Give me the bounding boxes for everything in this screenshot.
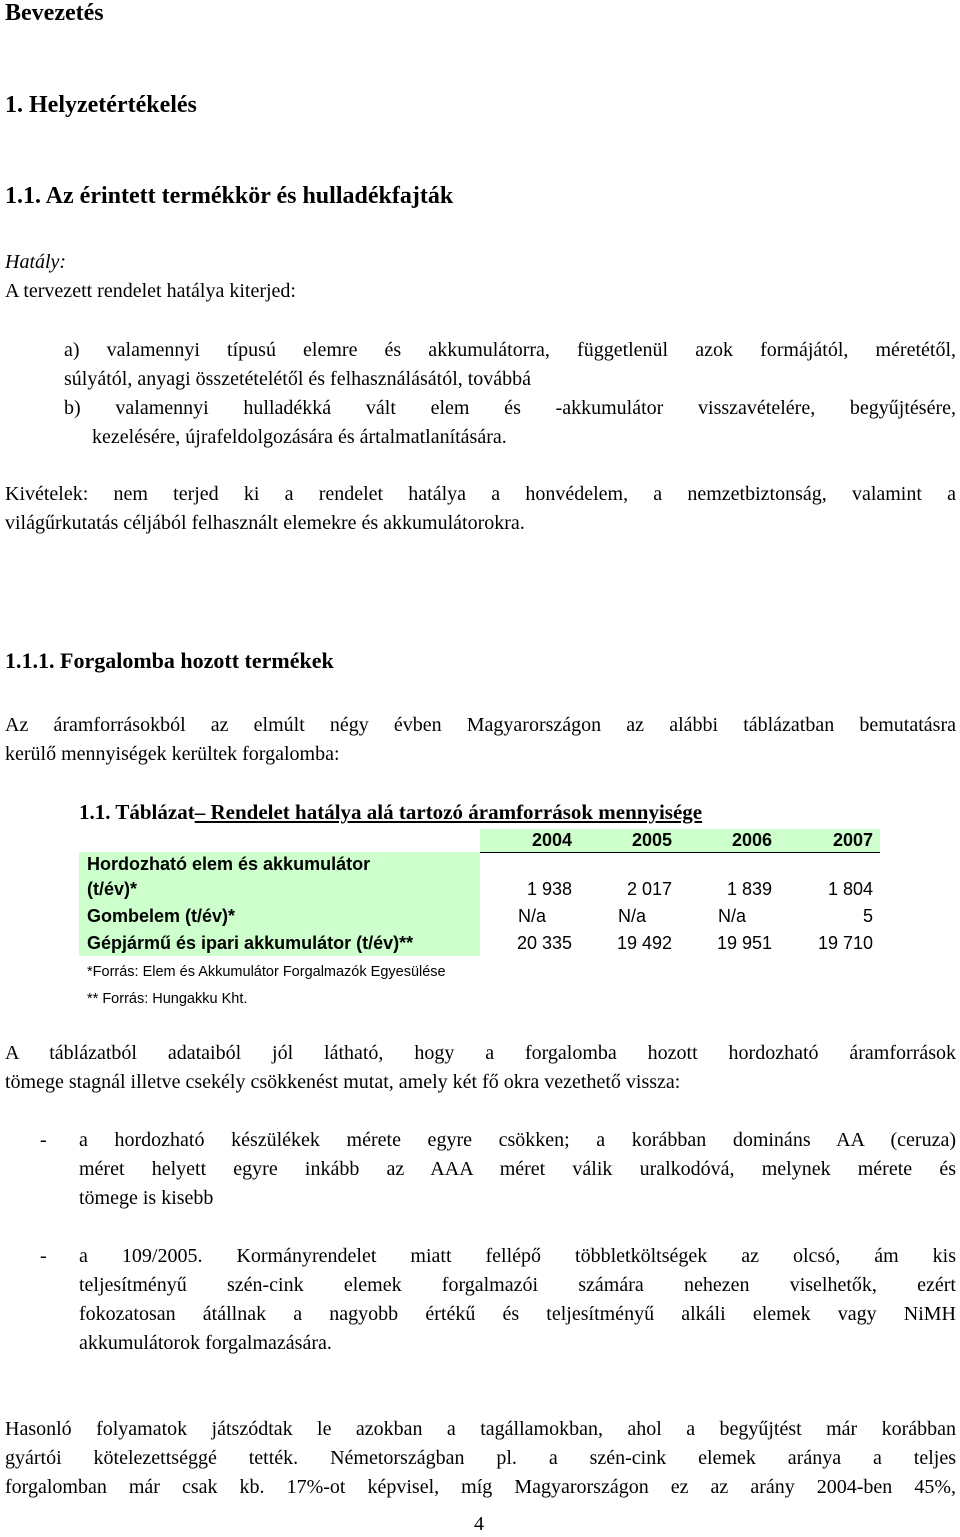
- market-intro-line1: Az áramforrásokból az elmúlt négy évben Magyarországon az alábbi táblázatban bemutatásra: [5, 714, 956, 736]
- scope-item-b-line1: b) valamennyi hulladékká vált elem és -akkumulátor visszavételére, begyűjtésére,: [64, 397, 956, 419]
- closing-line3: forgalomban már csak kb. 17%-ot képvisel, míg Magyarországon ez az arány 2004-ben 45%,: [5, 1476, 956, 1498]
- table-row-label: Gombelem (t/év)*: [87, 906, 236, 926]
- section-heading: 1. Helyzetértékelés: [5, 92, 197, 118]
- bullet-dash: -: [40, 1129, 47, 1151]
- table-cell: 19 951: [716, 933, 772, 953]
- table-cell: 2 017: [626, 879, 672, 899]
- table-row-label-cont: (t/év)*: [87, 879, 138, 899]
- bullet2-line1: a 109/2005. Kormányrendelet miatt fellépő többletköltségek az olcsó, ám kis: [79, 1245, 956, 1267]
- bullet2-line2: teljesítményű szén-cink elemek forgalmazói számára nehezen viselhetők, ezért: [79, 1274, 956, 1296]
- year-header-2007: 2007: [832, 830, 873, 850]
- bullet-dash: -: [40, 1245, 47, 1267]
- bullet2-line4: akkumulátorok forgalmazására.: [79, 1332, 332, 1354]
- subsubsection-heading: 1.1.1. Forgalomba hozott termékek: [5, 648, 334, 673]
- table-footnote: ** Forrás: Hungakku Kht.: [87, 991, 248, 1007]
- table-footnote: *Forrás: Elem és Akkumulátor Forgalmazók Egyesülése: [87, 964, 446, 980]
- table-cell: 1 804: [827, 879, 873, 899]
- bullet1-line2: méret helyett egyre inkább az AAA méret válik uralkodóvá, melynek mérete és: [79, 1158, 956, 1180]
- bullet1-line1: a hordozható készülékek mérete egyre csökken; a korábban domináns AA (ceruza): [79, 1129, 956, 1151]
- scope-item-b-line2: kezelésére, újrafeldolgozására és ártalmatlanítására.: [92, 426, 507, 448]
- year-header-2006: 2006: [731, 830, 772, 850]
- table-row-label: Gépjármű és ipari akkumulátor (t/év)**: [87, 933, 414, 953]
- year-header-2005: 2005: [631, 830, 672, 850]
- closing-line2: gyártói kötelezettséggé tették. Németországban pl. a szén-cink elemek aránya a teljes: [5, 1447, 956, 1469]
- scope-label: Hatály:: [5, 251, 67, 273]
- table-header-rule: [480, 852, 880, 853]
- page-number: 4: [474, 1513, 484, 1535]
- table-cell: 19 492: [616, 933, 672, 953]
- scope-intro: A tervezett rendelet hatálya kiterjed:: [5, 280, 296, 302]
- exceptions-line2: világűrkutatás céljából felhasznált elemekre és akkumulátorokra.: [5, 512, 525, 534]
- exceptions-line1: Kivételek: nem terjed ki a rendelet hatálya a honvédelem, a nemzetbiztonság, valamint a: [5, 483, 956, 505]
- document-title: Bevezetés: [5, 0, 104, 26]
- table-cell: 1 839: [726, 879, 772, 899]
- subsection-heading: 1.1. Az érintett termékkör és hulladékfajták: [5, 183, 454, 209]
- analysis-line2: tömege stagnál illetve csekély csökkenést mutat, amely két fő okra vezethető vissza:: [5, 1071, 681, 1093]
- table-caption: [79, 800, 702, 825]
- scope-item-a-line2: súlyától, anyagi összetételétől és felhasználásától, továbbá: [64, 368, 532, 390]
- table-cell: N/a: [717, 906, 746, 926]
- table-caption-number: 1.1. Táblázat: [79, 800, 195, 824]
- table-cell: N/a: [617, 906, 646, 926]
- table-cell: 1 938: [526, 879, 572, 899]
- table-cell: N/a: [517, 906, 546, 926]
- table-cell: 20 335: [516, 933, 572, 953]
- bullet2-line3: fokozatosan átállnak a nagyobb értékű és teljesítményű alkáli elemek vagy NiMH: [79, 1303, 956, 1325]
- market-intro-line2: kerülő mennyiségek kerültek forgalomba:: [5, 743, 340, 765]
- table-caption-title: Rendelet hatálya alá tartozó áramforrások mennyisége: [210, 800, 703, 824]
- table-row-label: Hordozható elem és akkumulátor: [87, 854, 371, 874]
- year-header-2004: 2004: [531, 830, 572, 850]
- table-cell: 5: [862, 906, 873, 926]
- bullet1-line3: tömege is kisebb: [79, 1187, 214, 1209]
- closing-line1: Hasonló folyamatok játszódtak le azokban a tagállamokban, ahol a begyűjtést már korábban: [5, 1418, 956, 1440]
- scope-item-a-line1: a) valamennyi típusú elemre és akkumulátorra, függetlenül azok formájától, méretétől,: [64, 339, 956, 361]
- analysis-line1: A táblázatból adataiból jól látható, hogy a forgalomba hozott hordozható áramforrások: [5, 1042, 956, 1064]
- table-cell: 19 710: [817, 933, 873, 953]
- table-caption-dash: –: [194, 800, 211, 824]
